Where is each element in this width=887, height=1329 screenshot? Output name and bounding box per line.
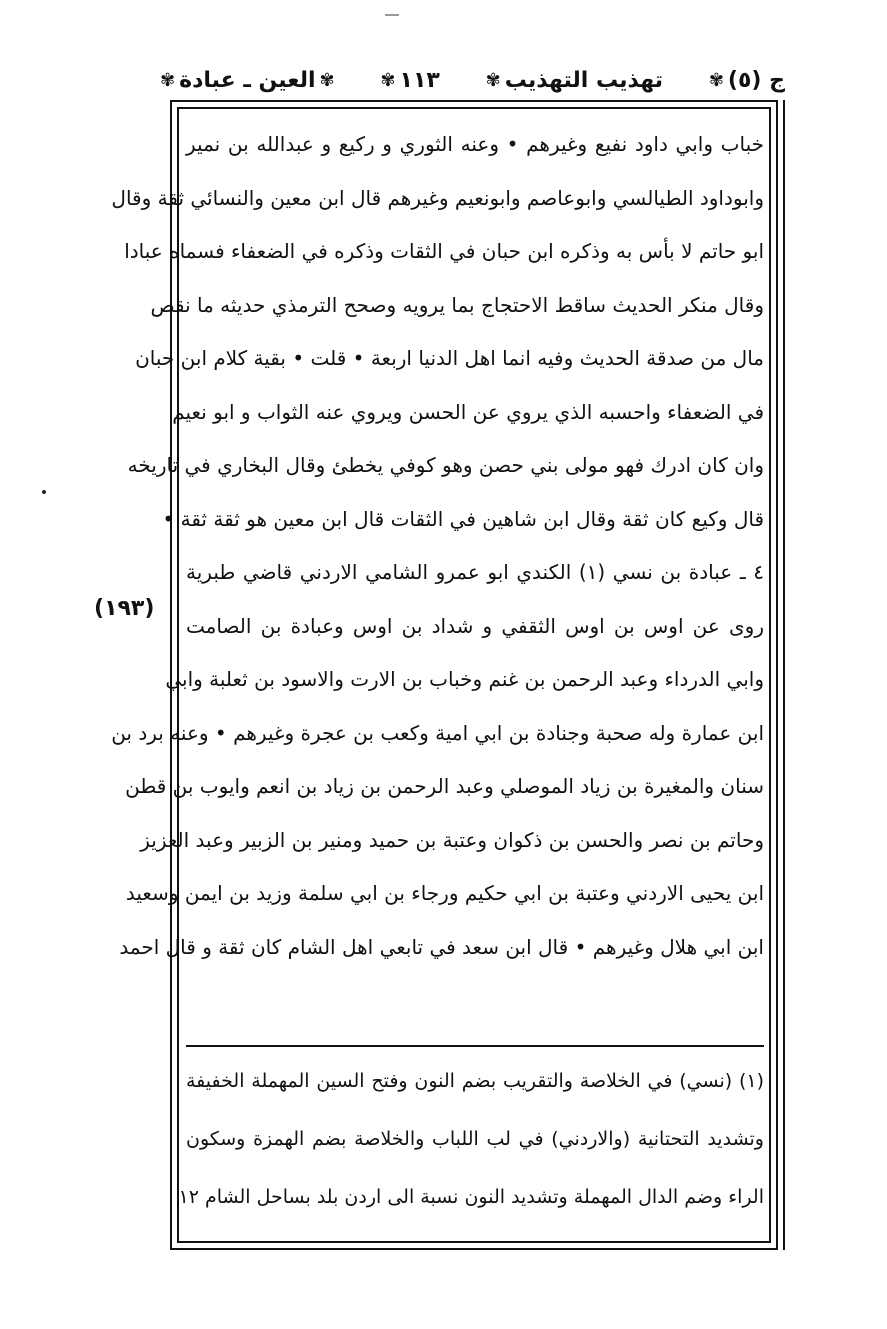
text-line: خباب وابي داود نفيع وغيرهم • وعنه الثوري و ركيع و عبدالله بن نمير: [186, 132, 764, 156]
text-line: وحاتم بن نصر والحسن بن ذكوان وعتبة بن حميد ومنير بن الزبير وعبد العزيز: [140, 827, 764, 852]
margin-entry-number: (١٩٣): [94, 596, 155, 621]
header-section: ✾ العين ـ عبادة ✾: [160, 67, 335, 93]
text-line: ابن عمارة وله صحبة وجنادة بن ابي امية وكعب بن عجرة وغيرهم • وعنه برد بن: [111, 720, 764, 745]
text-line: وابوداود الطيالسي وابوعاصم وابونعيم وغيرهم قال ابن معين والنسائي ثقة وقال: [111, 185, 764, 210]
text-line: روى عن اوس بن اوس الثقفي و شداد بن اوس وعبادة بن الصامت: [186, 613, 764, 638]
entry-heading-line: ٤ ـ عبادة بن نسي (١) الكندي ابو عمرو الشامي الاردني قاضي طبرية: [186, 560, 764, 584]
frame-right-rule: [783, 100, 785, 1250]
text-line: ابو حاتم لا بأس به وذكره ابن حبان في الثقات وذكره في الضعفاء فسماه عبادا: [124, 239, 764, 263]
text-line: مال من صدقة الحديث وفيه انما اهل الدنيا اربعة • قلت • بقية كلام ابن حبان: [135, 346, 764, 370]
text-line: قال وكيع كان ثقة وقال ابن شاهين في الثقات قال ابن معين هو ثقة ثقة •: [162, 506, 764, 531]
text-line: في الضعفاء واحسبه الذي يروي عن الحسن ويروي عنه الثواب و ابو نعيم: [172, 399, 764, 424]
text-line: ابن ابي هلال وغيرهم • قال ابن سعد في تابعي اهل الشام كان ثقة و قال احمد: [119, 934, 764, 959]
header-book-title: تهذيب التهذيب ✾: [485, 67, 663, 93]
text-line: ابن يحيى الاردني وعتبة بن ابي حكيم ورجاء بن ابي سلمة وزيد بن ايمن وسعيد: [125, 881, 764, 905]
ornament-icon: ✾: [319, 69, 335, 91]
top-tick-mark: [385, 14, 399, 16]
text-line: سنان والمغيرة بن زياد الموصلي وعبد الرحمن بن زياد بن انعم وايوب بن قطن: [125, 774, 764, 798]
ornament-icon: ✾: [160, 69, 176, 91]
footnote-line: وتشديد التحتانية (والاردني) في لب اللباب والخلاصة بضم الهمزة وسكون: [186, 1128, 764, 1150]
text-line: وابي الدرداء وعبد الرحمن بن غنم وخباب بن الارت والاسود بن ثعلبة وابي: [165, 667, 764, 691]
text-line: وان كان ادرك فهو مولى بني حصن وهو كوفي يخطئ وقال البخاري في تاريخه: [127, 453, 764, 477]
footnote-line: الراء وضم الدال المهملة وتشديد النون نسبة الى اردن بلد بساحل الشام ١٢: [178, 1186, 764, 1208]
margin-dot: [42, 490, 46, 494]
text-line: وقال منكر الحديث ساقط الاحتجاج بما يرويه وصحح الترمذي حديثه ما نقص: [150, 292, 764, 317]
ornament-icon: ✾: [708, 69, 724, 91]
header-page-number: ١١٣ ✾: [380, 67, 440, 93]
header-volume: ج (٥) ✾: [708, 67, 785, 93]
footnote-divider: [186, 1045, 764, 1047]
ornament-icon: ✾: [380, 69, 396, 91]
ornament-icon: ✾: [485, 69, 501, 91]
footnotes: [178, 1052, 764, 1226]
footnote-line: (١) (نسي) في الخلاصة والتقريب بضم النون وفتح السين المهملة الخفيفة: [186, 1070, 764, 1092]
running-header: [160, 60, 785, 100]
